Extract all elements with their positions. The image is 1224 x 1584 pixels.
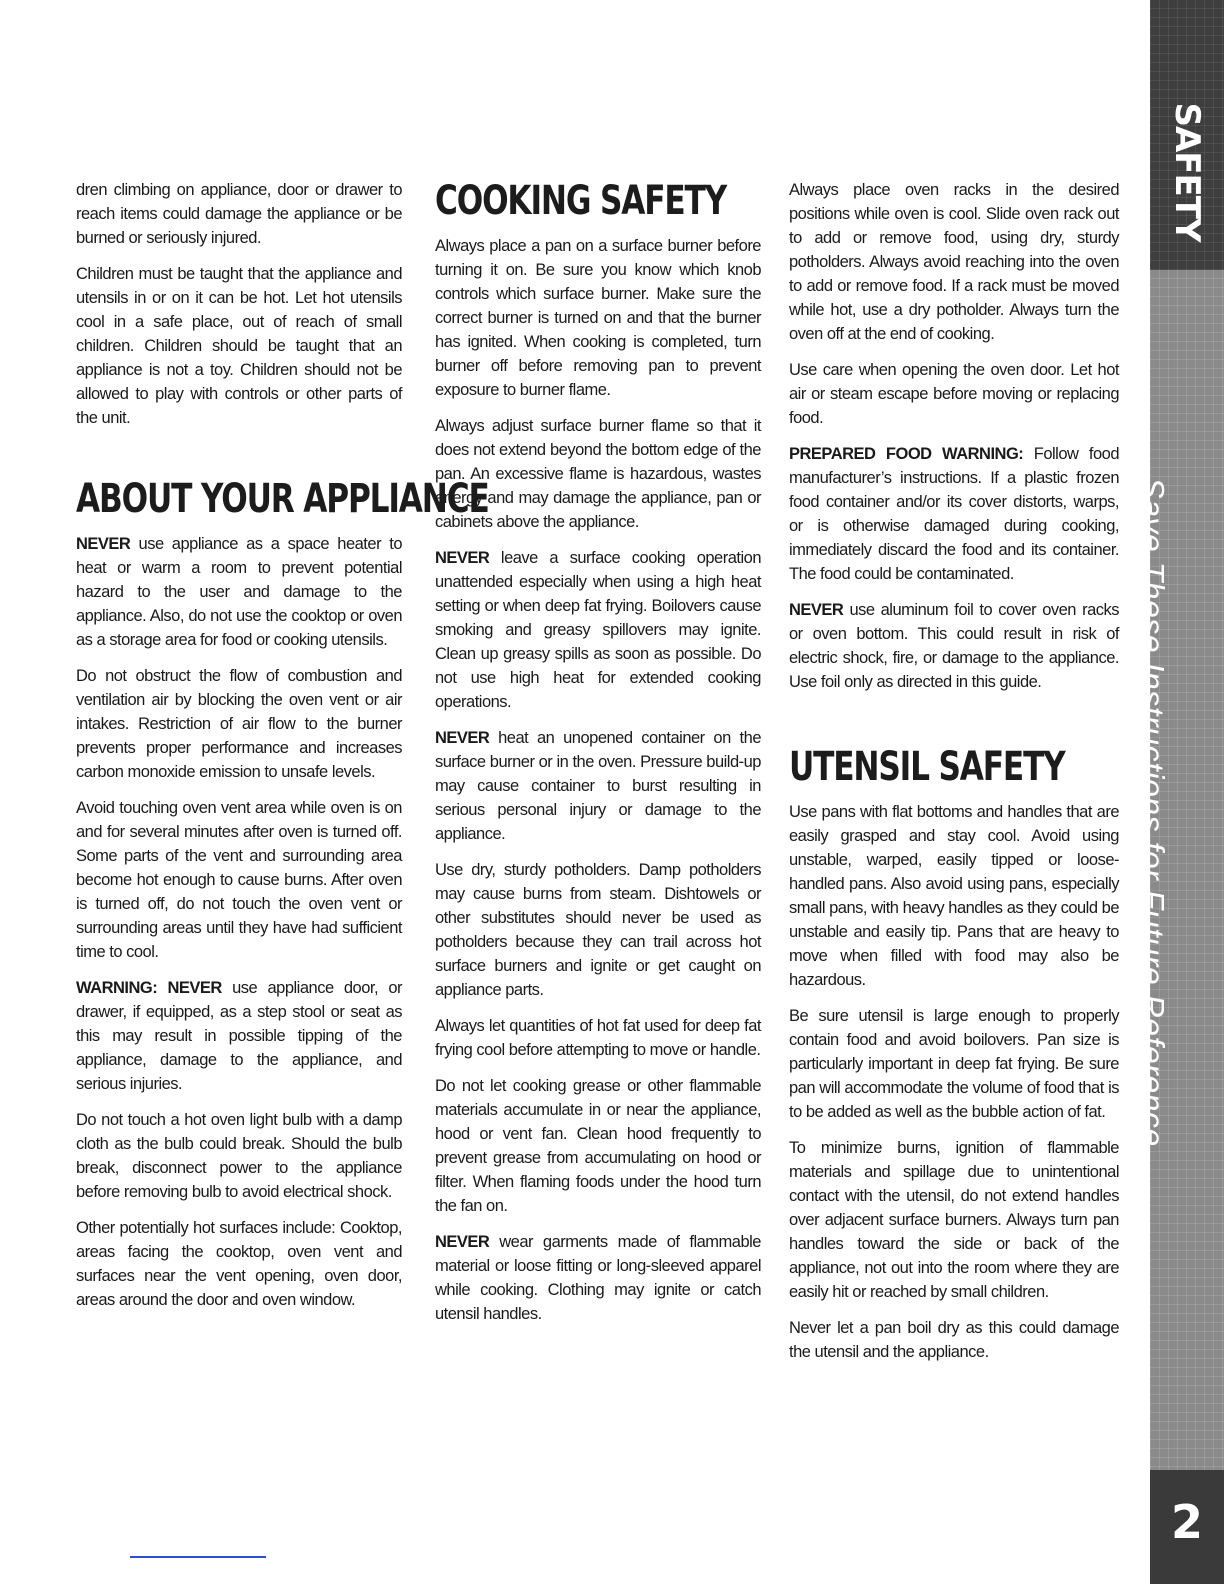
paragraph: Always let quantities of hot fat used for deep fat frying cool before attempting to move or handle. (435, 1017, 761, 1059)
paragraph: NEVER use appliance as a space heater to heat or warm a room to prevent potential hazard to the user and damage to the appliance. Also, do not use the cooktop or oven as a storage area for food or cooking utensils. (76, 535, 402, 649)
paragraph: dren climbing on appliance, door or drawer to reach items could damage the appliance or be burned or seriously injured. (76, 181, 402, 247)
paragraph: Do not obstruct the flow of combustion and ventilation air by blocking the oven vent or air intakes. Restriction of air flow to the burner prevents proper performance and increases carbon monoxide emission to unsafe levels. (76, 667, 402, 781)
paragraph: NEVER leave a surface cooking operation unattended especially when using a high heat setting or when deep fat frying. Boilovers cause smoking and greasy spillovers may ignite. Clean up greasy spills as soon as possible. Do not use high heat for extended cooking operations. (435, 549, 761, 711)
paragraph: Use care when opening the oven door. Let hot air or steam escape before moving or replacing food. (789, 361, 1119, 427)
paragraph: Use dry, sturdy potholders. Damp potholders may cause burns from steam. Dishtowels or other substitutes should never be used as potholders because they can trail across hot surface burners and ignite or get caught on appliance parts. (435, 861, 761, 999)
paragraph: Avoid touching oven vent area while oven is on and for several minutes after oven is turned off. Some parts of the vent and surrounding area become hot enough to cause burns. After oven is turned off, do not touch the oven vent or surrounding areas until they have had sufficient time to cool. (76, 799, 402, 961)
bold-lead: NEVER (789, 601, 844, 619)
section-tab-label: SAFETY (1167, 102, 1207, 242)
column-3 (789, 178, 1119, 1376)
paragraph: NEVER heat an unopened container on the surface burner or in the oven. Pressure build-up may cause container to burst resulting in serious personal injury or damage to the appliance. (435, 729, 761, 843)
paragraph: Do not touch a hot oven light bulb with a damp cloth as the bulb could break. Should the bulb break, disconnect power to the appliance before removing bulb to avoid electrical shock. (76, 1111, 402, 1201)
heading-utensil-safety: UTENSIL SAFETY (789, 744, 1065, 790)
footer-rule (130, 1556, 266, 1558)
bold-lead: NEVER (76, 535, 131, 553)
paragraph: NEVER use aluminum foil to cover oven racks or oven bottom. This could result in risk of electric shock, fire, or damage to the appliance. Use foil only as directed in this guide. (789, 601, 1119, 691)
paragraph: WARNING: NEVER use appliance door, or drawer, if equipped, as a step stool or seat as this may result in possible tipping of the appliance, damage to the appliance, and serious injuries. (76, 979, 403, 1093)
paragraph: Other potentially hot surfaces include: Cooktop, areas facing the cooktop, oven vent and surfaces near the vent opening, oven door, areas around the door and oven window. (76, 1219, 402, 1309)
paragraph: Always place oven racks in the desired positions while oven is cool. Slide oven rack out to add or remove food, using dry, sturdy potholders. Always avoid reaching into the oven to add or remove food. If a rack must be moved while hot, use a dry potholder. Always turn the oven off at the end of cooking. (789, 181, 1119, 343)
paragraph: Always place a pan on a surface burner before turning it on. Be sure you know which knob controls which surface burner. Make sure the correct burner is turned on and that the burner has ignited. When cooking is completed, turn burner off before removing pan to prevent exposure to burner flame. (435, 237, 761, 399)
column-1 (76, 178, 489, 1324)
heading-about-your-appliance: ABOUT YOUR APPLIANCE (76, 476, 489, 522)
paragraph: NEVER wear garments made of flammable material or loose fitting or long-sleeved apparel while cooking. Clothing may ignite or catch utensil handles. (435, 1233, 761, 1323)
paragraph: PREPARED FOOD WARNING: Follow food manufacturer’s instructions. If a plastic frozen food container and/or its cover distorts, warps, or is otherwise damaged during cooking, immediately discard the food and its container. The food could be contaminated. (789, 445, 1119, 583)
paragraph: Do not let cooking grease or other flammable materials accumulate in or near the appliance, hood or vent fan. Clean hood frequently to prevent grease from accumulating on hood or filter. When flaming foods under the hood turn the fan on. (435, 1077, 761, 1215)
save-instructions-text: Save These Instructions for Future Reference (1134, 477, 1171, 1147)
bold-lead: NEVER (435, 549, 490, 567)
paragraph: To minimize burns, ignition of flammable materials and spillage due to unintentional contact with the utensil, do not extend handles over adjacent surface burners. Always turn pan handles toward the side or back of the appliance, not out into the room where they are easily hit or reached by small children. (789, 1139, 1119, 1301)
paragraph: Children must be taught that the appliance and utensils in or on it can be hot. Let hot utensils cool in a safe place, out of reach of small children. Children should be taught that an appliance is not a toy. Children should not be allowed to play with controls or other parts of the unit. (76, 265, 402, 427)
bold-lead: NEVER (435, 729, 490, 747)
paragraph: Be sure utensil is large enough to properly contain food and avoid boilovers. Pan size is particularly important in deep fat frying. Be sure pan will accommodate the volume of food that is to be added as well as the bubble action of fat. (789, 1007, 1119, 1121)
paragraph: Always adjust surface burner flame so that it does not extend beyond the bottom edge of the pan. An excessive flame is hazardous, wastes energy and may damage the appliance, pan or cabinets above the appliance. (435, 417, 761, 531)
bold-lead: PREPARED FOOD WARNING: (789, 445, 1024, 463)
paragraph: Use pans with flat bottoms and handles that are easily grasped and stay cool. Avoid using unstable, warped, easily tipped or loose-handled pans. Also avoid using pans, especially small pans, with heavy handles as they could be unstable and easily tip. Pans that are heavy to move when filled with food may also be hazardous. (789, 803, 1119, 989)
column-2 (435, 178, 761, 1338)
heading-cooking-safety: COOKING SAFETY (435, 178, 727, 224)
bold-lead: NEVER (435, 1233, 490, 1251)
page-number: 2 (1170, 1495, 1204, 1549)
bold-lead: WARNING: NEVER (76, 979, 222, 997)
paragraph: Never let a pan boil dry as this could damage the utensil and the appliance. (789, 1319, 1119, 1361)
